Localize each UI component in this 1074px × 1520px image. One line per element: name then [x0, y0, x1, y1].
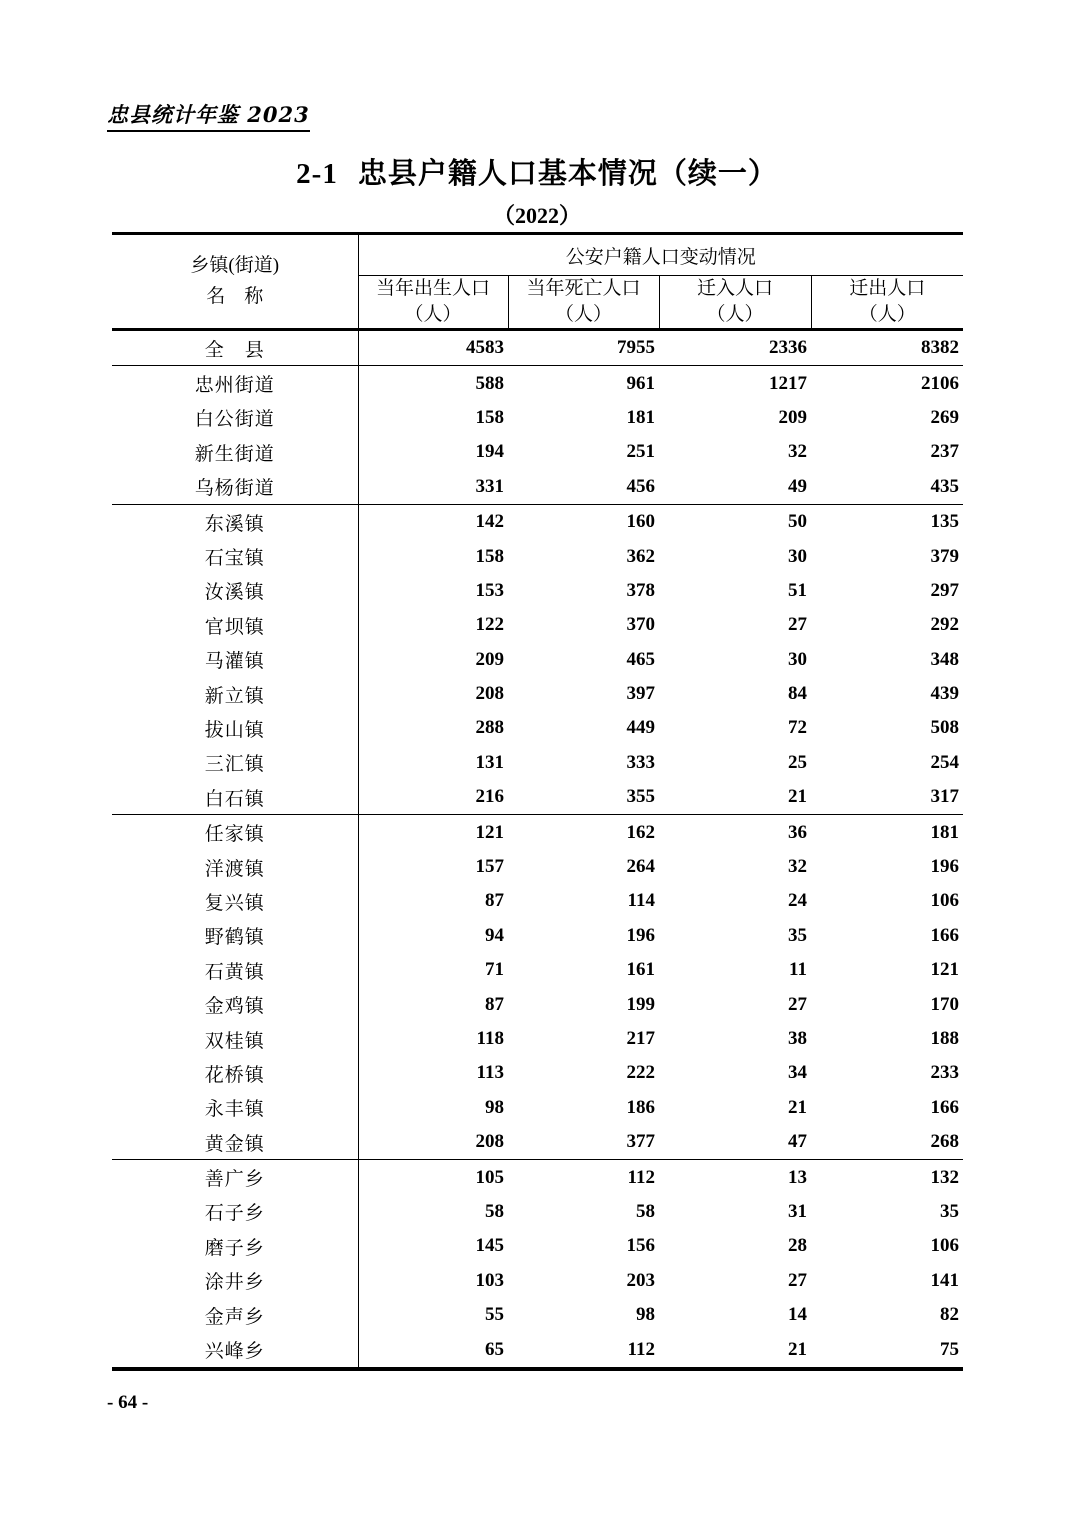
value-cell: 181 [626, 406, 655, 428]
table-row [112, 401, 963, 435]
row-name-cell: 洋渡镇 [112, 850, 358, 884]
value-cell: 7955 [617, 337, 655, 359]
table-row [112, 643, 963, 677]
row-name-cell: 全 县 [112, 330, 358, 366]
page-title [0, 151, 1074, 192]
row-name-cell: 新立镇 [112, 677, 358, 711]
row-header-cell [112, 234, 358, 330]
page-subtitle: （2022） [492, 203, 581, 228]
value-cell: 8382 [921, 337, 960, 359]
row-name-cell: 黄金镇 [112, 1125, 358, 1160]
value-cell: 170 [930, 993, 960, 1015]
value-cell: 269 [930, 406, 960, 428]
value-cell: 87 [485, 890, 504, 912]
value-cell: 113 [476, 1062, 504, 1084]
value-cell: 181 [811, 815, 963, 850]
table-row [112, 435, 963, 469]
value-cell: 47 [788, 1131, 807, 1153]
value-cell: 251 [626, 441, 655, 463]
col-header-label: 当年出生人口 [375, 278, 490, 300]
value-cell: 72 [788, 717, 807, 739]
value-cell: 106 [930, 1235, 960, 1257]
row-name-cell: 乌杨街道 [112, 470, 358, 505]
value-cell: 370 [626, 614, 655, 636]
value-cell: 71 [485, 959, 504, 981]
value-cell: 1217 [659, 366, 811, 401]
col-header-births [358, 276, 508, 330]
row-name-cell: 永丰镇 [112, 1091, 358, 1125]
value-cell: 30 [788, 545, 807, 567]
row-name-cell: 石子乡 [112, 1195, 358, 1229]
yearbook-header: 忠县统计年鉴 2023 [107, 99, 310, 132]
value-cell: 217 [626, 1028, 655, 1049]
value-cell: 199 [626, 993, 655, 1015]
col-header-unit: （人） [404, 304, 462, 325]
table-body [112, 330, 963, 1369]
row-name-cell: 石黄镇 [112, 953, 358, 987]
value-cell: 379 [930, 545, 960, 567]
row-header-line1: 乡镇(街道) [190, 255, 280, 277]
value-cell: 209 [778, 406, 807, 428]
value-cell: 378 [626, 579, 655, 601]
row-name-cell: 金鸡镇 [112, 987, 358, 1021]
value-cell: 216 [475, 786, 504, 808]
row-name-cell: 复兴镇 [112, 884, 358, 918]
value-cell: 27 [788, 993, 807, 1015]
row-name-cell: 新生街道 [112, 435, 358, 469]
row-name-cell: 马灌镇 [112, 643, 358, 677]
value-cell: 2106 [811, 366, 963, 401]
value-cell: 196 [930, 856, 960, 878]
col-header-unit: （人） [858, 304, 916, 325]
value-cell: 362 [626, 545, 655, 567]
value-cell: 21 [788, 1096, 807, 1118]
col-header-unit: （人） [554, 304, 612, 325]
value-cell: 122 [475, 614, 504, 636]
value-cell: 65 [485, 1338, 504, 1360]
value-cell: 118 [476, 1028, 504, 1049]
value-cell: 13 [659, 1160, 811, 1195]
value-cell: 161 [626, 959, 655, 981]
value-cell: 355 [626, 786, 655, 808]
value-cell: 142 [358, 504, 508, 539]
table-row [112, 677, 963, 711]
value-cell: 98 [636, 1304, 655, 1326]
value-cell: 465 [626, 648, 655, 670]
value-cell: 2336 [769, 337, 807, 359]
stats-table [112, 232, 963, 1371]
row-name-cell: 野鹤镇 [112, 919, 358, 953]
row-name-cell: 兴峰乡 [112, 1332, 358, 1368]
value-cell: 11 [789, 959, 807, 981]
table-row [112, 1264, 963, 1298]
value-cell: 237 [930, 441, 960, 463]
table-row [112, 574, 963, 608]
row-name-cell: 汝溪镇 [112, 574, 358, 608]
table-row [112, 953, 963, 987]
value-cell: 588 [358, 366, 508, 401]
value-cell: 4583 [466, 337, 504, 359]
value-cell: 14 [788, 1304, 807, 1326]
row-name-cell: 白石镇 [112, 780, 358, 815]
col-header-deaths [508, 276, 659, 330]
value-cell: 158 [475, 545, 504, 567]
table-row [112, 504, 963, 539]
table-row [112, 330, 963, 366]
row-name-cell: 磨子乡 [112, 1229, 358, 1263]
col-header-label: 迁入人口 [696, 278, 773, 300]
row-name-cell: 石宝镇 [112, 539, 358, 573]
table-row [112, 815, 963, 850]
value-cell: 27 [788, 614, 807, 636]
value-cell: 156 [626, 1235, 655, 1257]
value-cell: 121 [930, 959, 960, 981]
value-cell: 94 [485, 924, 504, 946]
row-header-line2: 名 称 [206, 285, 264, 307]
value-cell: 121 [358, 815, 508, 850]
value-cell: 114 [627, 890, 655, 912]
value-cell: 131 [475, 751, 504, 773]
row-name-cell: 任家镇 [112, 815, 358, 850]
value-cell: 208 [475, 1131, 504, 1153]
value-cell: 288 [475, 717, 504, 739]
value-cell: 21 [788, 786, 807, 808]
value-cell: 160 [508, 504, 659, 539]
value-cell: 377 [626, 1131, 655, 1153]
value-cell: 87 [485, 993, 504, 1015]
value-cell: 456 [626, 475, 655, 497]
table-row [112, 711, 963, 745]
value-cell: 292 [930, 614, 960, 636]
span-header-cell: 公安户籍人口变动情况 [358, 234, 963, 276]
table-row [112, 919, 963, 953]
value-cell: 203 [626, 1269, 655, 1291]
value-cell: 449 [626, 717, 655, 739]
table-row [112, 987, 963, 1021]
value-cell: 32 [788, 856, 807, 878]
value-cell: 38 [788, 1028, 807, 1049]
value-cell: 141 [930, 1269, 960, 1291]
table-row [112, 1298, 963, 1332]
table-row [112, 1332, 963, 1368]
value-cell: 317 [930, 786, 960, 808]
value-cell: 34 [788, 1062, 807, 1084]
row-name-cell: 花桥镇 [112, 1056, 358, 1090]
table-title-text: 忠县户籍人口基本情况（续一） [357, 158, 778, 190]
value-cell: 961 [508, 366, 659, 401]
value-cell: 508 [930, 717, 960, 739]
value-cell: 162 [508, 815, 659, 850]
value-cell: 166 [930, 924, 960, 946]
value-cell: 209 [475, 648, 504, 670]
value-cell: 348 [930, 648, 960, 670]
table-row [112, 470, 963, 505]
row-name-cell: 东溪镇 [112, 504, 358, 539]
col-header-unit: （人） [706, 304, 764, 325]
value-cell: 333 [626, 751, 655, 773]
value-cell: 21 [788, 1338, 807, 1360]
value-cell: 157 [475, 856, 504, 878]
value-cell: 132 [811, 1160, 963, 1195]
value-cell: 153 [475, 579, 504, 601]
table-row [112, 608, 963, 642]
value-cell: 196 [626, 924, 655, 946]
row-name-cell: 三汇镇 [112, 746, 358, 780]
value-cell: 84 [788, 683, 807, 705]
table-row [112, 1022, 963, 1056]
value-cell: 158 [475, 406, 504, 428]
col-header-label: 迁出人口 [849, 278, 926, 300]
value-cell: 145 [475, 1235, 504, 1257]
table-row [112, 539, 963, 573]
table-row [112, 850, 963, 884]
table-row [112, 1091, 963, 1125]
value-cell: 105 [358, 1160, 508, 1195]
value-cell: 49 [788, 475, 807, 497]
row-name-cell: 忠州街道 [112, 366, 358, 401]
page-number: - 64 - [107, 1392, 149, 1413]
value-cell: 55 [485, 1304, 504, 1326]
value-cell: 135 [811, 504, 963, 539]
col-header-move-out [811, 276, 963, 330]
row-name-cell: 金声乡 [112, 1298, 358, 1332]
value-cell: 28 [788, 1235, 807, 1257]
value-cell: 30 [788, 648, 807, 670]
value-cell: 51 [788, 579, 807, 601]
value-cell: 112 [508, 1160, 659, 1195]
col-header-move-in [659, 276, 811, 330]
value-cell: 188 [930, 1028, 960, 1049]
value-cell: 194 [475, 441, 504, 463]
value-cell: 24 [788, 890, 807, 912]
value-cell: 32 [788, 441, 807, 463]
table-row [112, 746, 963, 780]
value-cell: 112 [627, 1338, 655, 1360]
table-row [112, 1160, 963, 1195]
value-cell: 58 [636, 1200, 655, 1222]
row-name-cell: 官坝镇 [112, 608, 358, 642]
value-cell: 106 [930, 890, 960, 912]
value-cell: 98 [485, 1096, 504, 1118]
value-cell: 82 [940, 1304, 960, 1326]
table-row [112, 884, 963, 918]
table-row [112, 366, 963, 401]
value-cell: 208 [475, 683, 504, 705]
table-row [112, 780, 963, 815]
col-header-label: 当年死亡人口 [526, 278, 641, 300]
value-cell: 331 [475, 475, 504, 497]
value-cell: 397 [626, 683, 655, 705]
table-row [112, 1195, 963, 1229]
table-number: 2-1 [296, 158, 338, 190]
value-cell: 166 [930, 1096, 960, 1118]
value-cell: 50 [659, 504, 811, 539]
value-cell: 31 [788, 1200, 807, 1222]
value-cell: 233 [930, 1062, 960, 1084]
row-name-cell: 白公街道 [112, 401, 358, 435]
value-cell: 268 [930, 1131, 960, 1153]
row-name-cell: 双桂镇 [112, 1022, 358, 1056]
value-cell: 27 [788, 1269, 807, 1291]
value-cell: 222 [626, 1062, 655, 1084]
table-head [112, 234, 963, 330]
row-name-cell: 拔山镇 [112, 711, 358, 745]
value-cell: 439 [930, 683, 960, 705]
value-cell: 103 [475, 1269, 504, 1291]
value-cell: 75 [940, 1338, 960, 1360]
value-cell: 297 [930, 579, 960, 601]
table-row [112, 1125, 963, 1160]
value-cell: 186 [626, 1096, 655, 1118]
row-name-cell: 善广乡 [112, 1160, 358, 1195]
value-cell: 36 [659, 815, 811, 850]
value-cell: 35 [940, 1200, 960, 1222]
table-row [112, 1229, 963, 1263]
row-name-cell: 涂井乡 [112, 1264, 358, 1298]
value-cell: 25 [788, 751, 807, 773]
table-row [112, 1056, 963, 1090]
value-cell: 435 [930, 475, 960, 497]
value-cell: 254 [930, 751, 960, 773]
value-cell: 35 [788, 924, 807, 946]
value-cell: 264 [626, 856, 655, 878]
value-cell: 58 [485, 1200, 504, 1222]
